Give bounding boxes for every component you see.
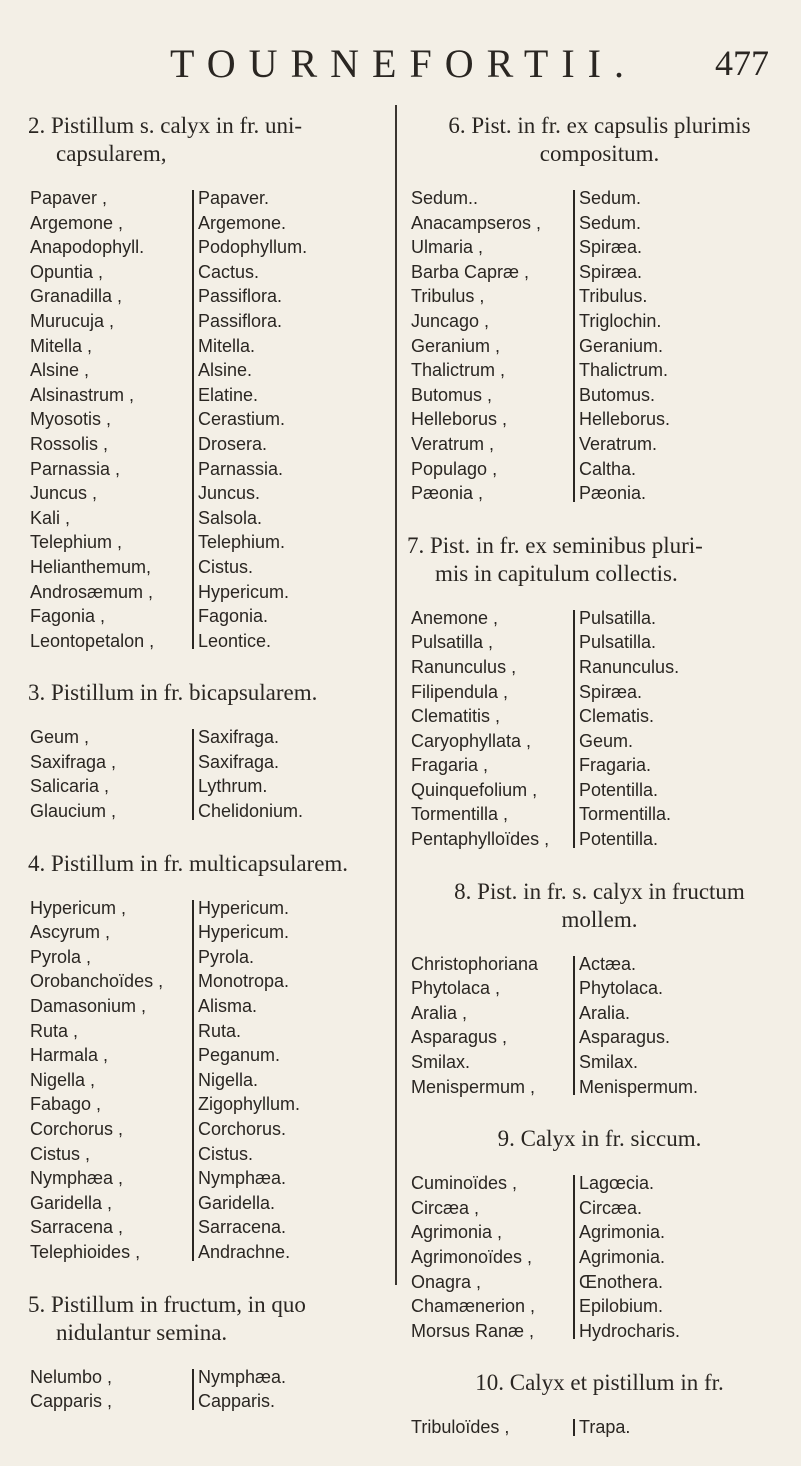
synonym-row (30, 457, 388, 482)
tournefort-name: Geranium , (411, 335, 501, 356)
heading-line: 4. Pistillum in fr. multicapsularem. (28, 850, 349, 876)
linnaean-name: Agrimonia. (579, 1247, 666, 1267)
linnaean-name: Spiræa. (579, 261, 643, 282)
synonym-row (30, 945, 388, 970)
brace-bar (573, 956, 575, 1096)
synonym-row (411, 1220, 792, 1245)
synonym-row (30, 580, 388, 605)
synonym-row (30, 211, 388, 236)
synonym-row (411, 1245, 792, 1270)
synonym-row (30, 260, 388, 285)
tournefort-name: Ulmaria , (411, 237, 484, 258)
synonym-list-s6 (411, 186, 792, 506)
tournefort-name: Cistus , (30, 1143, 91, 1164)
linnaean-name: Nymphæa. (198, 1366, 287, 1387)
synonym-list-s5 (30, 1365, 388, 1414)
tournefort-name: Glaucium , (30, 801, 117, 822)
linnaean-name: Chelidonium. (198, 801, 304, 822)
linnaean-name: Pyrola. (198, 946, 255, 967)
tournefort-name: Anapodophyll. (30, 237, 145, 258)
synonym-row (411, 211, 792, 236)
section-heading-s4 (28, 850, 388, 878)
tournefort-name: Alsine , (30, 360, 90, 381)
linnaean-name: Potentilla. (579, 829, 659, 850)
tournefort-name: Phytolaca , (411, 978, 501, 999)
synonym-row (30, 284, 388, 309)
linnaean-name: Juncus. (198, 483, 261, 504)
synonym-row (411, 630, 792, 655)
tournefort-name: Helleborus , (411, 409, 508, 430)
linnaean-name: Telephium. (198, 532, 286, 553)
tournefort-name: Salicaria , (30, 776, 110, 797)
synonym-list-s2 (30, 186, 388, 653)
synonym-row (411, 284, 792, 309)
linnaean-name: Salsola. (198, 507, 263, 528)
synonym-row (30, 432, 388, 457)
tournefort-name: Saxifraga , (30, 751, 117, 772)
synonym-row (30, 555, 388, 580)
synonym-row (30, 799, 388, 824)
tournefort-name: Menispermum , (411, 1076, 536, 1097)
linnaean-name: Circæa. (579, 1197, 643, 1218)
section-heading-s7 (407, 532, 792, 588)
synonym-row (30, 604, 388, 629)
linnaean-name: Hypericum. (198, 897, 290, 918)
linnaean-name: Sedum. (579, 188, 642, 208)
tournefort-name: Pulsatilla , (411, 632, 494, 653)
synonym-row (411, 260, 792, 285)
synonym-row (30, 1142, 388, 1167)
brace-bar (192, 900, 194, 1261)
tournefort-name: Argemone , (30, 212, 124, 233)
synonym-row (30, 235, 388, 260)
synonym-row (411, 778, 792, 803)
tournefort-name: Veratrum , (411, 433, 495, 454)
left-column (28, 112, 388, 1440)
synonym-row (411, 1270, 792, 1295)
synonym-row (30, 969, 388, 994)
linnaean-name: Œnothera. (579, 1271, 664, 1292)
linnaean-name: Mitella. (198, 335, 256, 356)
tournefort-name: Thalictrum , (411, 360, 506, 381)
synonym-row (30, 1019, 388, 1044)
linnaean-name: Spiræa. (579, 237, 643, 258)
tournefort-name: Orobanchoïdes , (30, 971, 164, 992)
tournefort-name: Nymphæa , (30, 1168, 124, 1189)
linnaean-name: Clematis. (579, 706, 655, 727)
synonym-row (411, 383, 792, 408)
heading-line: 2. Pistillum s. calyx in fr. uni- (28, 113, 303, 138)
tournefort-name: Butomus , (411, 384, 493, 405)
synonym-row (411, 1415, 792, 1440)
synonym-row (30, 1068, 388, 1093)
tournefort-name: Anacampseros , (411, 212, 542, 233)
linnaean-name: Nigella. (198, 1069, 259, 1090)
linnaean-name: Cistus. (198, 1143, 254, 1164)
synonym-list-s9 (411, 1171, 792, 1343)
heading-line: 5. Pistillum in fructum, in quo (28, 1291, 306, 1317)
linnaean-name: Potentilla. (579, 779, 659, 800)
linnaean-name: Corchorus. (198, 1119, 287, 1139)
section-heading-s8 (407, 878, 792, 934)
synonym-row (30, 506, 388, 531)
synonym-row (411, 358, 792, 383)
tournefort-name: Ascyrum , (30, 922, 111, 943)
synonym-row (411, 729, 792, 754)
linnaean-name: Peganum. (198, 1045, 281, 1066)
linnaean-name: Caltha. (579, 458, 637, 479)
linnaean-name: Cerastium. (198, 409, 286, 430)
page-header (0, 40, 801, 90)
tournefort-name: Caryophyllata , (411, 730, 532, 751)
linnaean-name: Pulsatilla. (579, 632, 657, 653)
tournefort-name: Fragaria , (411, 755, 489, 776)
synonym-row (30, 1166, 388, 1191)
synonym-row (30, 1117, 388, 1142)
tournefort-name: Agrimonoïdes , (411, 1247, 533, 1267)
synonym-row (411, 704, 792, 729)
tournefort-name: Granadilla , (30, 286, 123, 307)
tournefort-name: Androsæmum , (30, 581, 154, 602)
synonym-row (411, 1294, 792, 1319)
synonym-row (411, 1025, 792, 1050)
linnaean-name: Veratrum. (579, 433, 658, 454)
linnaean-name: Leontice. (198, 630, 272, 651)
heading-line: 7. Pist. in fr. ex seminibus pluri- (407, 532, 703, 558)
tournefort-name: Christophoriana (411, 953, 539, 974)
tournefort-name: Telephium , (30, 532, 123, 553)
synonym-list-s7 (411, 606, 792, 852)
linnaean-name: Menispermum. (579, 1076, 699, 1097)
tournefort-name: Tribuloïdes , (411, 1417, 510, 1438)
synonym-row (411, 1050, 792, 1075)
tournefort-name: Geum , (30, 727, 90, 748)
synonym-list-s4 (30, 896, 388, 1265)
synonym-row (30, 1191, 388, 1216)
synonym-row (30, 358, 388, 383)
page-number: 477 (715, 43, 769, 83)
linnaean-name: Geum. (579, 730, 634, 751)
brace-bar (573, 1419, 575, 1436)
linnaean-name: Drosera. (198, 433, 268, 454)
linnaean-name: Sedum. (579, 212, 642, 233)
section-heading-s5 (28, 1291, 388, 1347)
synonym-row (411, 334, 792, 359)
brace-bar (192, 1369, 194, 1410)
brace-bar (573, 190, 575, 502)
heading-line: capsularem, (56, 141, 167, 166)
synonym-row (411, 655, 792, 680)
linnaean-name: Zigophyllum. (198, 1094, 301, 1115)
column-divider (395, 105, 397, 1285)
linnaean-name: Podophyllum. (198, 237, 308, 258)
linnaean-name: Papaver. (198, 188, 270, 208)
tournefort-name: Sarracena , (30, 1217, 124, 1238)
synonym-row (411, 1171, 792, 1196)
synonym-row (411, 680, 792, 705)
synonym-row (30, 629, 388, 654)
linnaean-name: Saxifraga. (198, 751, 280, 772)
linnaean-name: Thalictrum. (579, 360, 669, 381)
tournefort-name: Rossolis , (30, 433, 109, 454)
synonym-row (30, 1043, 388, 1068)
heading-line: 10. Calyx et pistillum in fr. (475, 1370, 724, 1396)
tournefort-name: Tribulus , (411, 286, 485, 307)
linnaean-name: Phytolaca. (579, 978, 664, 999)
tournefort-name: Chamænerion , (411, 1296, 536, 1317)
tournefort-name: Cuminoïdes , (411, 1173, 518, 1194)
linnaean-name: Lythrum. (198, 776, 268, 797)
tournefort-name: Juncago , (411, 310, 490, 331)
tournefort-name: Alsinastrum , (30, 384, 135, 405)
synonym-list-s8 (411, 952, 792, 1100)
linnaean-name: Pæonia. (579, 483, 647, 504)
tournefort-name: Ruta , (30, 1020, 79, 1041)
tournefort-name: Populago , (411, 458, 498, 479)
synonym-row (411, 827, 792, 852)
synonym-row (411, 457, 792, 482)
tournefort-name: Nigella , (30, 1069, 96, 1090)
synonym-row (411, 407, 792, 432)
tournefort-name: Barba Capræ , (411, 261, 530, 282)
synonym-row (30, 1365, 388, 1390)
synonym-row (30, 750, 388, 775)
synonym-row (411, 802, 792, 827)
tournefort-name: Leontopetalon , (30, 630, 155, 651)
synonym-list-s10 (411, 1415, 792, 1440)
brace-bar (573, 1175, 575, 1339)
linnaean-name: Alsine. (198, 360, 253, 381)
linnaean-name: Cistus. (198, 556, 254, 577)
heading-line: 8. Pist. in fr. s. calyx in fructum (454, 878, 745, 904)
synonym-row (30, 383, 388, 408)
linnaean-name: Asparagus. (579, 1027, 671, 1048)
linnaean-name: Agrimonia. (579, 1222, 666, 1243)
running-title: TOURNEFORTII. (170, 41, 637, 86)
linnaean-name: Passiflora. (198, 286, 283, 307)
synonym-row (411, 235, 792, 260)
synonym-row (30, 896, 388, 921)
synonym-row (30, 1240, 388, 1265)
tournefort-name: Fabago , (30, 1094, 102, 1115)
heading-line: nidulantur semina. (56, 1319, 228, 1345)
linnaean-name: Hypericum. (198, 922, 290, 943)
linnaean-name: Lagœcia. (579, 1173, 655, 1194)
linnaean-name: Hydrocharis. (579, 1320, 681, 1341)
synonym-row (411, 1196, 792, 1221)
synonym-row (30, 725, 388, 750)
linnaean-name: Butomus. (579, 384, 656, 405)
synonym-row (411, 432, 792, 457)
linnaean-name: Triglochin. (579, 310, 662, 331)
linnaean-name: Garidella. (198, 1192, 276, 1213)
tournefort-name: Mitella , (30, 335, 93, 356)
synonym-row (30, 994, 388, 1019)
brace-bar (192, 729, 194, 819)
right-column (407, 112, 792, 1466)
tournefort-name: Telephioides , (30, 1241, 141, 1262)
heading-line: 6. Pist. in fr. ex capsulis plurimis (448, 113, 751, 138)
synonym-row (30, 407, 388, 432)
linnaean-name: Argemone. (198, 212, 287, 233)
tournefort-name: Aralia , (411, 1002, 468, 1023)
heading-line: 9. Calyx in fr. siccum. (497, 1126, 702, 1152)
linnaean-name: Fragaria. (579, 755, 652, 776)
synonym-row (30, 774, 388, 799)
linnaean-name: Cactus. (198, 261, 260, 282)
linnaean-name: Monotropa. (198, 971, 290, 992)
synonym-row (411, 976, 792, 1001)
synonym-row (411, 186, 792, 211)
tournefort-name: Anemone , (411, 607, 499, 628)
synonym-row (411, 1001, 792, 1026)
tournefort-name: Juncus , (30, 483, 98, 504)
brace-bar (192, 190, 194, 649)
synonym-row (30, 481, 388, 506)
tournefort-name: Morsus Ranæ , (411, 1320, 535, 1341)
synonym-row (411, 606, 792, 631)
synonym-row (30, 1389, 388, 1414)
linnaean-name: Trapa. (579, 1417, 631, 1438)
synonym-row (30, 1215, 388, 1240)
linnaean-name: Andrachne. (198, 1241, 291, 1262)
tournefort-name: Hypericum , (30, 897, 127, 918)
synonym-row (411, 1075, 792, 1100)
tournefort-name: Damasonium , (30, 996, 147, 1017)
heading-line: 3. Pistillum in fr. bicapsularem. (28, 680, 318, 706)
linnaean-name: Geranium. (579, 335, 664, 356)
tournefort-name: Tormentilla , (411, 804, 509, 825)
linnaean-name: Fagonia. (198, 606, 269, 627)
tournefort-name: Parnassia , (30, 458, 121, 479)
tournefort-name: Circæa , (411, 1197, 480, 1218)
tournefort-name: Nelumbo , (30, 1366, 113, 1387)
tournefort-name: Myosotis , (30, 409, 112, 430)
linnaean-name: Parnassia. (198, 458, 284, 479)
synonym-row (411, 309, 792, 334)
tournefort-name: Papaver , (30, 188, 108, 208)
tournefort-name: Asparagus , (411, 1027, 508, 1048)
linnaean-name: Spiræa. (579, 681, 643, 702)
tournefort-name: Opuntia , (30, 261, 104, 282)
linnaean-name: Ruta. (198, 1020, 242, 1041)
linnaean-name: Elatine. (198, 384, 259, 405)
section-heading-s6 (407, 112, 792, 168)
tournefort-name: Sedum.. (411, 188, 479, 208)
tournefort-name: Helianthemum, (30, 556, 152, 577)
section-heading-s2 (28, 112, 388, 168)
linnaean-name: Aralia. (579, 1002, 631, 1023)
tournefort-name: Pæonia , (411, 483, 484, 504)
tournefort-name: Onagra , (411, 1271, 482, 1292)
tournefort-name: Smilax. (411, 1052, 471, 1073)
tournefort-name: Agrimonia , (411, 1222, 503, 1243)
synonym-row (411, 952, 792, 977)
linnaean-name: Tribulus. (579, 286, 648, 307)
synonym-row (30, 309, 388, 334)
linnaean-name: Smilax. (579, 1052, 639, 1073)
synonym-row (411, 481, 792, 506)
tournefort-name: Ranunculus , (411, 656, 517, 677)
tournefort-name: Murucuja , (30, 310, 115, 331)
linnaean-name: Capparis. (198, 1391, 276, 1412)
tournefort-name: Pentaphylloïdes , (411, 829, 550, 850)
synonym-row (30, 920, 388, 945)
linnaean-name: Alisma. (198, 996, 258, 1017)
synonym-row (30, 186, 388, 211)
linnaean-name: Nymphæa. (198, 1168, 287, 1189)
section-heading-s10 (407, 1369, 792, 1397)
synonym-row (411, 753, 792, 778)
linnaean-name: Pulsatilla. (579, 607, 657, 628)
linnaean-name: Actæa. (579, 953, 637, 974)
linnaean-name: Saxifraga. (198, 727, 280, 748)
linnaean-name: Ranunculus. (579, 656, 680, 677)
tournefort-name: Pyrola , (30, 946, 92, 967)
tournefort-name: Capparis , (30, 1391, 113, 1412)
brace-bar (573, 610, 575, 848)
section-heading-s3 (28, 679, 388, 707)
synonym-row (30, 334, 388, 359)
tournefort-name: Kali , (30, 507, 71, 528)
synonym-row (411, 1319, 792, 1344)
linnaean-name: Passiflora. (198, 310, 283, 331)
tournefort-name: Clematitis , (411, 706, 501, 727)
linnaean-name: Tormentilla. (579, 804, 672, 825)
linnaean-name: Hypericum. (198, 581, 290, 602)
linnaean-name: Helleborus. (579, 409, 671, 430)
linnaean-name: Epilobium. (579, 1296, 664, 1317)
tournefort-name: Garidella , (30, 1192, 113, 1213)
synonym-row (30, 1092, 388, 1117)
heading-line: mollem. (561, 906, 638, 932)
tournefort-name: Quinquefolium , (411, 779, 538, 800)
tournefort-name: Harmala , (30, 1045, 109, 1066)
tournefort-name: Filipendula , (411, 681, 509, 702)
heading-line: mis in capitulum collectis. (435, 560, 678, 586)
linnaean-name: Sarracena. (198, 1217, 287, 1238)
synonym-list-s3 (30, 725, 388, 823)
tournefort-name: Corchorus , (30, 1119, 124, 1139)
synonym-row (30, 530, 388, 555)
tournefort-name: Fagonia , (30, 606, 106, 627)
heading-line: compositum. (539, 141, 660, 166)
section-heading-s9 (407, 1125, 792, 1153)
